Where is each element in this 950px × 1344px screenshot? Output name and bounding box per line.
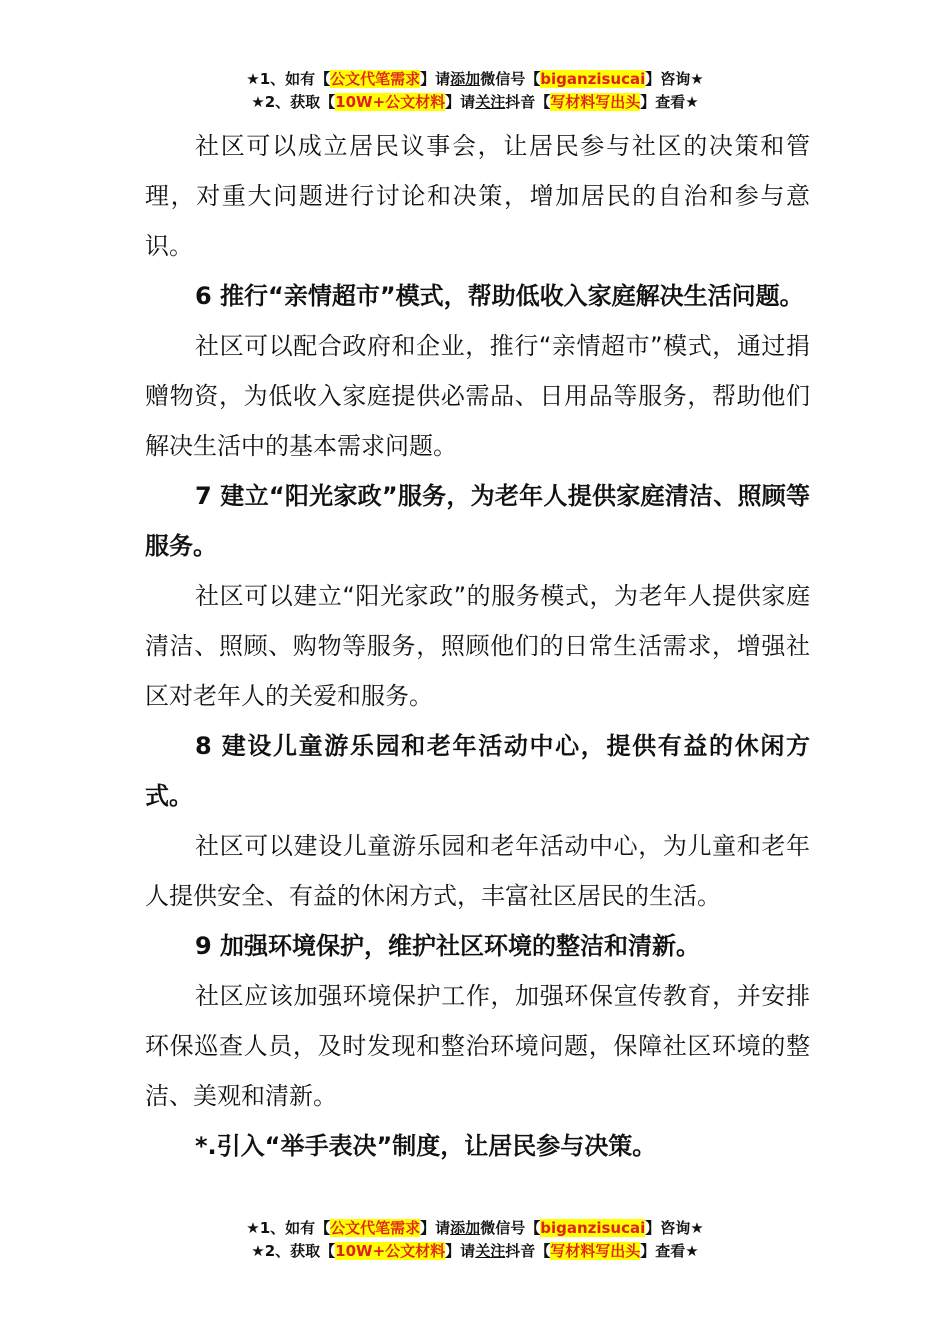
banner-line-2 [0,91,950,114]
banner-line-1 [0,68,950,91]
banner-text: 】查看 [640,93,686,111]
banner-text: 】请 [420,1219,451,1237]
underlined-word: 添加 [450,1219,481,1237]
star-icon: ★ [685,1242,699,1260]
banner-text: 】咨询 [645,1219,691,1237]
header-banner [0,68,950,114]
highlight-wechat-id: biganzisucai [540,70,646,88]
star-icon: ★ [690,70,704,88]
section-heading-9: 9 加强环境保护，维护社区环境的整洁和清新。 [195,932,701,960]
banner-text: 1、如有【 [259,70,331,88]
highlight-materials: 10W+公文材料 [335,93,446,111]
banner-text: 】查看 [640,1242,686,1260]
banner-text: 】咨询 [645,70,691,88]
underlined-word: 关注 [475,1242,506,1260]
section-heading-10: *.引入“举手表决”制度，让居民参与决策。 [195,1132,657,1160]
star-icon: ★ [246,1219,260,1237]
banner-text: 1、如有【 [259,1219,331,1237]
banner-text: 】请 [445,1242,476,1260]
highlight-wechat-id: biganzisucai [540,1219,646,1237]
banner-text: 2、获取【 [264,93,336,111]
body-paragraph: 社区可以建设儿童游乐园和老年活动中心，为儿童和老年人提供安全、有益的休闲方式，丰富社区居民的生活。 [145,832,810,910]
highlight-service: 公文代笔需求 [330,70,421,88]
highlight-materials: 10W+公文材料 [335,1242,446,1260]
banner-text: 抖音【 [505,1242,551,1260]
star-icon: ★ [251,93,265,111]
section-heading-7: 7 建立“阳光家政”服务，为老年人提供家庭清洁、照顾等服务。 [145,482,810,560]
banner-text: 】请 [445,93,476,111]
underlined-word: 添加 [450,70,481,88]
body-paragraph: 社区可以建立“阳光家政”的服务模式，为老年人提供家庭清洁、照顾、购物等服务，照顾他们的日常生活需求，增强社区对老年人的关爱和服务。 [145,582,810,710]
banner-text: 抖音【 [505,93,551,111]
star-icon: ★ [246,70,260,88]
section-heading-6: 6 推行“亲情超市”模式，帮助低收入家庭解决生活问题。 [195,282,804,310]
footer-banner [0,1217,950,1263]
banner-text: 2、获取【 [264,1242,336,1260]
banner-text: 】请 [420,70,451,88]
star-icon: ★ [251,1242,265,1260]
highlight-service: 公文代笔需求 [330,1219,421,1237]
banner-text: 微信号【 [480,70,541,88]
body-paragraph: 社区可以配合政府和企业，推行“亲情超市”模式，通过捐赠物资，为低收入家庭提供必需品、日用品等服务，帮助他们解决生活中的基本需求问题。 [145,332,810,460]
highlight-douyin-account: 写材料写出头 [550,93,641,111]
star-icon: ★ [690,1219,704,1237]
section-heading-8: 8 建设儿童游乐园和老年活动中心，提供有益的休闲方式。 [145,732,810,810]
body-paragraph: 社区应该加强环境保护工作，加强环保宣传教育，并安排环保巡查人员，及时发现和整治环境问题，保障社区环境的整洁、美观和清新。 [145,982,810,1110]
underlined-word: 关注 [475,93,506,111]
banner-text: 微信号【 [480,1219,541,1237]
body-paragraph: 社区可以成立居民议事会，让居民参与社区的决策和管理，对重大问题进行讨论和决策，增加居民的自治和参与意识。 [145,132,810,260]
star-icon: ★ [685,93,699,111]
banner-line-2 [0,1240,950,1263]
banner-line-1 [0,1217,950,1240]
highlight-douyin-account: 写材料写出头 [550,1242,641,1260]
document-body [145,121,810,1171]
